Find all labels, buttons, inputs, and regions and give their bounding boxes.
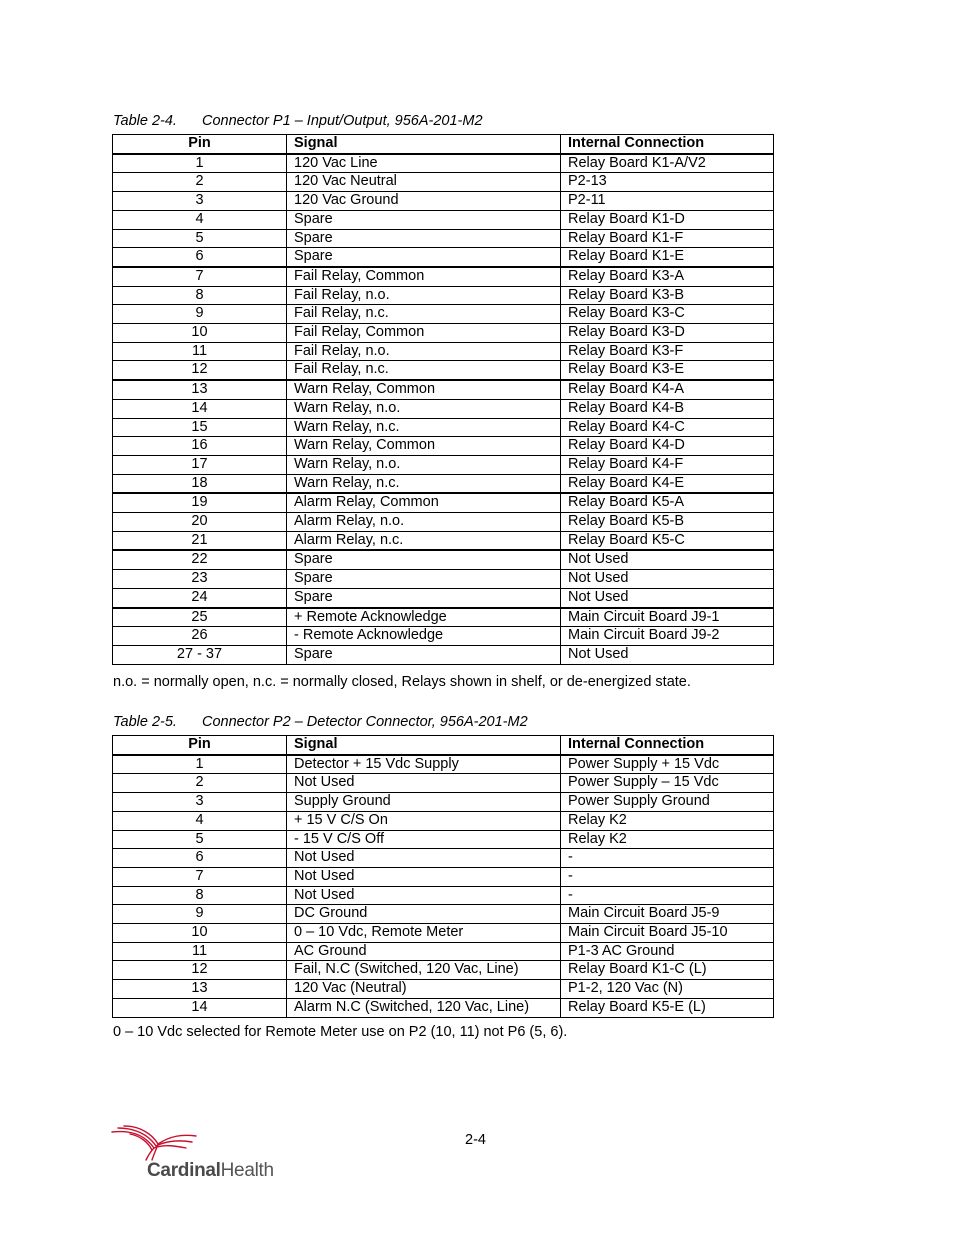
pin-cell: 5 (113, 830, 287, 849)
table-row (113, 867, 774, 886)
internal-connection-cell: - (561, 886, 774, 905)
internal-connection-cell: Power Supply – 15 Vdc (561, 774, 774, 793)
table-row (113, 173, 774, 192)
pin-cell: 4 (113, 811, 287, 830)
table-row (113, 437, 774, 456)
logo-text-bold: Cardinal (147, 1160, 221, 1181)
pin-cell: 1 (113, 755, 287, 774)
internal-connection-cell: Relay K2 (561, 830, 774, 849)
signal-cell: DC Ground (287, 905, 561, 924)
pin-cell: 25 (113, 608, 287, 627)
pin-cell: 19 (113, 493, 287, 512)
pin-cell: 12 (113, 361, 287, 380)
pin-cell: 16 (113, 437, 287, 456)
table-row (113, 849, 774, 868)
internal-connection-cell: Not Used (561, 588, 774, 607)
signal-cell: 120 Vac Ground (287, 192, 561, 211)
internal-connection-cell: Relay Board K3-D (561, 324, 774, 343)
signal-cell: Warn Relay, Common (287, 380, 561, 399)
internal-connection-cell: Relay Board K4-B (561, 399, 774, 418)
signal-cell: Fail Relay, n.o. (287, 286, 561, 305)
table-row (113, 942, 774, 961)
table-row (113, 980, 774, 999)
pin-cell: 10 (113, 924, 287, 943)
signal-cell: 120 Vac (Neutral) (287, 980, 561, 999)
table-row (113, 154, 774, 173)
pin-cell: 12 (113, 961, 287, 980)
internal-connection-cell: Main Circuit Board J9-2 (561, 627, 774, 646)
table-row (113, 493, 774, 512)
internal-connection-cell: Relay Board K4-C (561, 418, 774, 437)
internal-connection-cell: Relay K2 (561, 811, 774, 830)
signal-cell: Not Used (287, 867, 561, 886)
internal-connection-cell: Not Used (561, 570, 774, 589)
table1-caption-number: Table 2-4. (113, 113, 177, 129)
table-row (113, 248, 774, 267)
table-row (113, 286, 774, 305)
table1-note: n.o. = normally open, n.c. = normally closed, Relays shown in shelf, or de-energized state. (113, 674, 691, 690)
internal-connection-cell: Relay Board K3-C (561, 305, 774, 324)
table-row (113, 418, 774, 437)
signal-cell: 120 Vac Neutral (287, 173, 561, 192)
table-row (113, 755, 774, 774)
internal-connection-cell: Power Supply Ground (561, 793, 774, 812)
signal-cell: AC Ground (287, 942, 561, 961)
pin-cell: 7 (113, 867, 287, 886)
table-row (113, 774, 774, 793)
signal-cell: Fail Relay, n.o. (287, 342, 561, 361)
signal-cell: Warn Relay, Common (287, 437, 561, 456)
pin-cell: 14 (113, 998, 287, 1017)
signal-cell: 120 Vac Line (287, 154, 561, 173)
table-row (113, 961, 774, 980)
signal-cell: Alarm N.C (Switched, 120 Vac, Line) (287, 998, 561, 1017)
signal-cell: + Remote Acknowledge (287, 608, 561, 627)
table-header-row (113, 135, 774, 154)
table-row (113, 192, 774, 211)
header-pin: Pin (113, 135, 287, 154)
internal-connection-cell: Not Used (561, 645, 774, 664)
pin-cell: 18 (113, 474, 287, 493)
table-row (113, 324, 774, 343)
signal-cell: 0 – 10 Vdc, Remote Meter (287, 924, 561, 943)
table-row (113, 229, 774, 248)
table-row (113, 210, 774, 229)
signal-cell: Spare (287, 645, 561, 664)
logo-wordmark (147, 1160, 274, 1182)
signal-cell: Spare (287, 229, 561, 248)
pin-cell: 6 (113, 849, 287, 868)
internal-connection-cell: Power Supply + 15 Vdc (561, 755, 774, 774)
table-row (113, 531, 774, 550)
signal-cell: Warn Relay, n.c. (287, 418, 561, 437)
table-row (113, 924, 774, 943)
logo-text-light: Health (220, 1160, 274, 1181)
table-row (113, 886, 774, 905)
pin-cell: 22 (113, 550, 287, 569)
header-pin: Pin (113, 736, 287, 755)
signal-cell: Spare (287, 588, 561, 607)
table-row (113, 380, 774, 399)
signal-cell: Not Used (287, 886, 561, 905)
internal-connection-cell: Relay Board K1-C (L) (561, 961, 774, 980)
signal-cell: - 15 V C/S Off (287, 830, 561, 849)
internal-connection-cell: Relay Board K5-C (561, 531, 774, 550)
internal-connection-cell: Main Circuit Board J5-10 (561, 924, 774, 943)
pin-cell: 1 (113, 154, 287, 173)
internal-connection-cell: P2-11 (561, 192, 774, 211)
internal-connection-cell: Relay Board K4-E (561, 474, 774, 493)
signal-cell: Not Used (287, 774, 561, 793)
internal-connection-cell: Relay Board K4-F (561, 455, 774, 474)
table2-caption (113, 713, 528, 731)
header-internal-connection: Internal Connection (561, 736, 774, 755)
signal-cell: Supply Ground (287, 793, 561, 812)
internal-connection-cell: Relay Board K1-E (561, 248, 774, 267)
signal-cell: Fail Relay, n.c. (287, 305, 561, 324)
internal-connection-cell: P1-2, 120 Vac (N) (561, 980, 774, 999)
pin-cell: 5 (113, 229, 287, 248)
internal-connection-cell: Relay Board K1-A/V2 (561, 154, 774, 173)
page-number: 2-4 (465, 1132, 486, 1148)
internal-connection-cell: P1-3 AC Ground (561, 942, 774, 961)
internal-connection-cell: Relay Board K3-F (561, 342, 774, 361)
internal-connection-cell: Main Circuit Board J9-1 (561, 608, 774, 627)
table-row (113, 342, 774, 361)
internal-connection-cell: Relay Board K5-A (561, 493, 774, 512)
pin-cell: 13 (113, 380, 287, 399)
internal-connection-cell: Relay Board K4-A (561, 380, 774, 399)
pin-cell: 14 (113, 399, 287, 418)
pin-cell: 9 (113, 305, 287, 324)
signal-cell: + 15 V C/S On (287, 811, 561, 830)
signal-cell: Spare (287, 570, 561, 589)
table-row (113, 455, 774, 474)
pin-cell: 7 (113, 267, 287, 286)
table-row (113, 267, 774, 286)
signal-cell: Detector + 15 Vdc Supply (287, 755, 561, 774)
header-internal-connection: Internal Connection (561, 135, 774, 154)
internal-connection-cell: Relay Board K5-E (L) (561, 998, 774, 1017)
pin-cell: 8 (113, 886, 287, 905)
signal-cell: Warn Relay, n.c. (287, 474, 561, 493)
pin-cell: 20 (113, 513, 287, 532)
pin-cell: 10 (113, 324, 287, 343)
signal-cell: Alarm Relay, n.o. (287, 513, 561, 532)
internal-connection-cell: P2-13 (561, 173, 774, 192)
table-row (113, 399, 774, 418)
signal-cell: - Remote Acknowledge (287, 627, 561, 646)
header-signal: Signal (287, 135, 561, 154)
pin-cell: 26 (113, 627, 287, 646)
internal-connection-cell: Not Used (561, 550, 774, 569)
table2-note: 0 – 10 Vdc selected for Remote Meter use on P2 (10, 11) not P6 (5, 6). (113, 1024, 568, 1040)
signal-cell: Fail Relay, Common (287, 324, 561, 343)
signal-cell: Warn Relay, n.o. (287, 455, 561, 474)
signal-cell: Warn Relay, n.o. (287, 399, 561, 418)
connector-p1-table (112, 134, 774, 665)
internal-connection-cell: Relay Board K3-B (561, 286, 774, 305)
signal-cell: Spare (287, 210, 561, 229)
internal-connection-cell: Relay Board K5-B (561, 513, 774, 532)
table-row (113, 811, 774, 830)
table-row (113, 645, 774, 664)
pin-cell: 15 (113, 418, 287, 437)
signal-cell: Alarm Relay, n.c. (287, 531, 561, 550)
pin-cell: 8 (113, 286, 287, 305)
signal-cell: Spare (287, 248, 561, 267)
table-row (113, 998, 774, 1017)
pin-cell: 3 (113, 793, 287, 812)
pin-cell: 24 (113, 588, 287, 607)
pin-cell: 13 (113, 980, 287, 999)
table-row (113, 570, 774, 589)
pin-cell: 11 (113, 342, 287, 361)
pin-cell: 4 (113, 210, 287, 229)
pin-cell: 2 (113, 774, 287, 793)
table-row (113, 793, 774, 812)
table-row (113, 830, 774, 849)
signal-cell: Fail, N.C (Switched, 120 Vac, Line) (287, 961, 561, 980)
table2-caption-number: Table 2-5. (113, 714, 177, 730)
internal-connection-cell: Relay Board K1-F (561, 229, 774, 248)
header-signal: Signal (287, 736, 561, 755)
table-row (113, 588, 774, 607)
table2-caption-title: Connector P2 – Detector Connector, 956A-201-M2 (202, 714, 528, 730)
table-row (113, 905, 774, 924)
internal-connection-cell: Relay Board K3-A (561, 267, 774, 286)
pin-cell: 21 (113, 531, 287, 550)
table-row (113, 608, 774, 627)
table1-caption-title: Connector P1 – Input/Output, 956A-201-M2 (202, 113, 483, 129)
table-row (113, 305, 774, 324)
cardinal-bird-icon (110, 1124, 200, 1164)
pin-cell: 17 (113, 455, 287, 474)
pin-cell: 6 (113, 248, 287, 267)
table-row (113, 550, 774, 569)
table-row (113, 627, 774, 646)
pin-cell: 9 (113, 905, 287, 924)
pin-cell: 2 (113, 173, 287, 192)
internal-connection-cell: - (561, 867, 774, 886)
signal-cell: Not Used (287, 849, 561, 868)
pin-cell: 27 - 37 (113, 645, 287, 664)
connector-p2-table (112, 735, 774, 1018)
pin-cell: 23 (113, 570, 287, 589)
internal-connection-cell: Relay Board K4-D (561, 437, 774, 456)
internal-connection-cell: - (561, 849, 774, 868)
internal-connection-cell: Main Circuit Board J5-9 (561, 905, 774, 924)
table-header-row (113, 736, 774, 755)
signal-cell: Fail Relay, Common (287, 267, 561, 286)
table-row (113, 513, 774, 532)
cardinal-health-logo (110, 1124, 274, 1186)
table-row (113, 474, 774, 493)
signal-cell: Spare (287, 550, 561, 569)
internal-connection-cell: Relay Board K1-D (561, 210, 774, 229)
pin-cell: 3 (113, 192, 287, 211)
internal-connection-cell: Relay Board K3-E (561, 361, 774, 380)
pin-cell: 11 (113, 942, 287, 961)
signal-cell: Fail Relay, n.c. (287, 361, 561, 380)
signal-cell: Alarm Relay, Common (287, 493, 561, 512)
table1-caption (113, 112, 483, 130)
table-row (113, 361, 774, 380)
